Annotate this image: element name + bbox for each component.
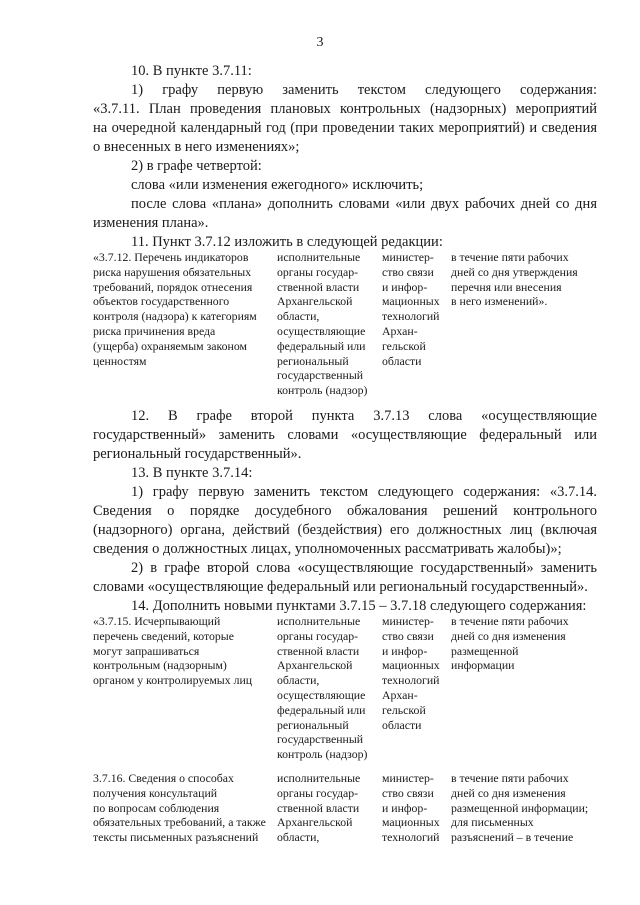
cell-line: контроль (надзор) [277,747,368,762]
cell-line: региональный [277,717,349,732]
table-column-3 [382,614,440,732]
cell-line: министер- [382,771,434,785]
cell-line: требований, порядок отнесения [93,279,253,294]
text-line: Сведения о порядке досудебного обжалования решений контрольного [93,503,597,519]
cell-line: органы государ- [277,785,359,800]
cell-line: федеральный или [277,338,366,353]
cell-line: мационных [382,658,440,673]
cell-line: дней со дня изменения [451,785,566,800]
cell-line: в него изменений». [451,294,548,309]
cell-line: исполнительные [277,250,361,264]
cell-line: разъяснений – в течение [451,830,574,845]
text-line: 11. Пункт 3.7.12 изложить в следующей редакции: [131,234,443,250]
text-line: 10. В пункте 3.7.11: [131,63,252,79]
table-column-1 [93,771,266,845]
cell-line: в течение пяти рабочих [451,614,569,628]
cell-line: получения консультаций [93,785,218,800]
cell-line: государственный [277,732,364,747]
cell-line: исполнительные [277,771,361,785]
cell-line: области, [277,673,320,688]
table-column-3 [382,250,440,368]
cell-line: органом у контролируемых лиц [93,673,253,688]
text-line: изменения плана». [93,215,209,231]
cell-line: федеральный или [277,702,366,717]
table-column-4 [451,250,578,309]
text-line: 2) в графе второй слова «осуществляющие государственный» заменить [131,560,597,576]
text-line: региональный государственный». [93,446,302,462]
cell-line: в течение пяти рабочих [451,250,569,264]
cell-line: обязательных требований, а также [93,815,266,830]
text-line: государственный» заменить словами «осуществляющие федеральный или [93,427,597,443]
text-line: «3.7.11. План проведения плановых контрольных (надзорных) мероприятий [93,101,597,117]
cell-line: гельской [382,338,426,353]
text-line: 13. В пункте 3.7.14: [131,465,253,481]
cell-line: Архангельской [277,658,353,673]
cell-line: технологий [382,830,440,845]
text-line: о внесенных в него изменениях»; [93,139,300,155]
cell-line: перечня или внесения [451,279,562,294]
cell-line: 3.7.16. Сведения о способах [93,771,234,785]
cell-line: Архан- [382,323,418,338]
cell-line: по вопросам соблюдения [93,800,220,815]
page-number: 3 [316,35,324,50]
cell-line: размещенной [451,643,519,658]
cell-line: ственной власти [277,279,360,294]
table-column-3 [382,771,440,845]
cell-line: области [382,717,422,732]
cell-line: технологий [382,309,440,324]
cell-line: тексты письменных разъяснений [93,830,259,845]
cell-line: дней со дня утверждения [451,264,578,279]
cell-line: органы государ- [277,628,359,643]
table-column-2 [277,771,360,845]
cell-line: области [382,353,422,368]
cell-line: органы государ- [277,264,359,279]
table-column-1 [93,250,257,368]
cell-line: могут запрашиваться [93,643,200,658]
cell-line: мационных [382,294,440,309]
cell-line: ценностям [93,353,147,368]
text-line: на очередной календарный год (при проведении таких мероприятий) и сведения [93,120,597,136]
table-column-2 [277,614,367,762]
cell-line: области, [277,830,320,845]
cell-line: министер- [382,250,434,264]
cell-line: информации [451,658,515,673]
cell-line: министер- [382,614,434,628]
cell-line: области, [277,309,320,324]
cell-line: риска причинения вреда [93,323,216,338]
cell-line: объектов государственного [93,294,230,309]
table-column-4 [451,771,588,845]
cell-line: в течение пяти рабочих [451,771,569,785]
text-line: словами «осуществляющие федеральный или региональный государственный». [93,579,588,595]
text-line: 1) графу первую заменить текстом следующего содержания: «3.7.14. [131,484,597,500]
text-line: слова «или изменения ежегодного» исключить; [131,177,424,193]
cell-line: и инфор- [382,800,428,815]
table-column-4 [451,614,569,673]
cell-line: размещенной информации; [451,800,589,815]
cell-line: дней со дня изменения [451,628,566,643]
cell-line: Архан- [382,687,418,702]
cell-line: и инфор- [382,643,428,658]
cell-line: государственный [277,368,364,383]
text-line: 12. В графе второй пункта 3.7.13 слова «осуществляющие [131,408,597,424]
cell-line: контроль (надзор) [277,383,368,398]
cell-line: риска нарушения обязательных [93,264,252,279]
cell-line: контроля (надзора) к категориям [93,309,257,324]
cell-line: ство связи [382,785,434,800]
cell-line: Архангельской [277,815,353,830]
text-line: после слова «плана» дополнить словами «или двух рабочих дней со дня [131,196,597,212]
table-column-1 [93,614,252,688]
cell-line: осуществляющие [277,687,366,702]
cell-line: ственной власти [277,643,360,658]
cell-line: технологий [382,673,440,688]
cell-line: ство связи [382,628,434,643]
cell-line: осуществляющие [277,323,366,338]
cell-line: перечень сведений, которые [93,628,234,643]
cell-line: исполнительные [277,614,361,628]
cell-line: «3.7.12. Перечень индикаторов [93,250,249,264]
cell-line: региональный [277,353,349,368]
cell-line: для письменных [451,815,534,830]
text-line: 2) в графе четвертой: [131,158,262,174]
table-column-2 [277,250,367,398]
cell-line: «3.7.15. Исчерпывающий [93,614,221,628]
cell-line: ственной власти [277,800,360,815]
cell-line: (ущерба) охраняемым законом [93,338,247,353]
cell-line: мационных [382,815,440,830]
text-line: 14. Дополнить новыми пунктами 3.7.15 – 3.7.18 следующего содержания: [131,598,587,614]
cell-line: контрольным (надзорным) [93,658,227,673]
cell-line: гельской [382,702,426,717]
cell-line: ство связи [382,264,434,279]
cell-line: Архангельской [277,294,353,309]
text-line: сведения о должностных лицах, уполномоченных рассматривать жалобы)»; [93,541,562,557]
text-line: 1) графу первую заменить текстом следующего содержания: [131,82,597,98]
text-line: (надзорного) органа, действий (бездействия) его должностных лиц (включая [93,522,597,538]
cell-line: и инфор- [382,279,428,294]
